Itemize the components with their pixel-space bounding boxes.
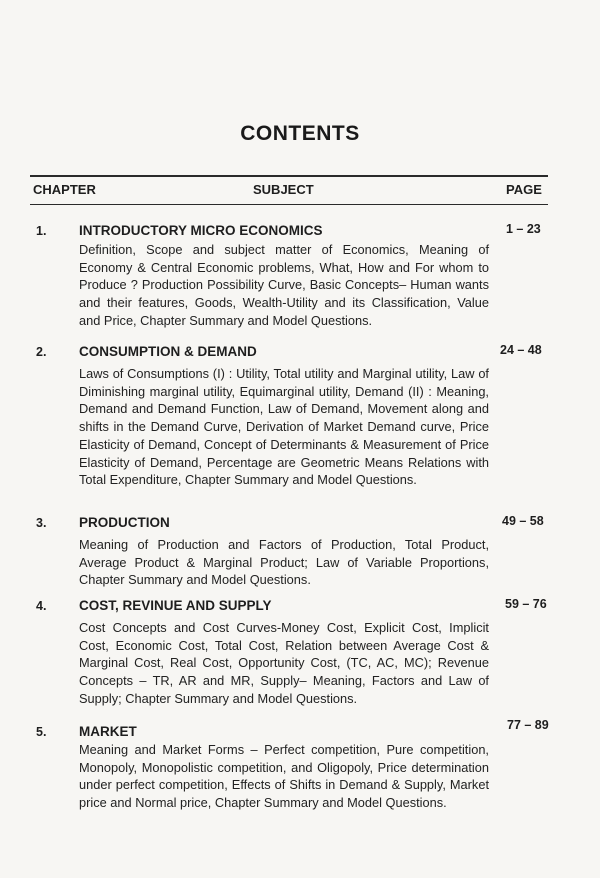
chapter-pages: 24 – 48 [500, 343, 542, 357]
chapter-title: MARKET [79, 724, 137, 739]
chapter-description: Laws of Consumptions (I) : Utility, Total utility and Marginal utility, Law of Diminishing marginal utility, Equimarginal utility, Demand (II) : Meaning, Demand and Demand Function, Law of Demand, Movement along and shifts in the Demand Curve, Derivation of Market Demand curve, Price Elasticity of Demand, Concept of Determinants & Measurement of Price Elasticity of Demand, Percentage are Geometric Means Relations with Total Expenditure, Chapter Summary and Model Questions. [79, 366, 489, 488]
chapter-number: 1. [36, 224, 47, 238]
page-title: CONTENTS [240, 122, 360, 145]
chapter-title: COST, REVINUE AND SUPPLY [79, 598, 272, 613]
chapter-pages: 1 – 23 [506, 222, 541, 236]
chapter-pages: 49 – 58 [502, 514, 544, 528]
header-top-rule [30, 175, 548, 177]
chapter-pages: 59 – 76 [505, 597, 547, 611]
chapter-title: PRODUCTION [79, 515, 170, 530]
chapter-title: INTRODUCTORY MICRO ECONOMICS [79, 223, 323, 238]
chapter-pages: 77 – 89 [507, 718, 549, 732]
chapter-number: 3. [36, 516, 47, 530]
chapter-description: Meaning and Market Forms – Perfect competition, Pure competition, Monopoly, Monopolistic competition, and Oligopoly, Price determination under perfect competition, Effects of Shifts in Demand & Supply, Market price and Normal price, Chapter Summary and Model Questions. [79, 742, 489, 811]
column-header-page: PAGE [506, 182, 542, 197]
chapter-title: CONSUMPTION & DEMAND [79, 344, 257, 359]
column-header-subject: SUBJECT [253, 182, 314, 197]
chapter-number: 4. [36, 599, 47, 613]
chapter-description: Cost Concepts and Cost Curves-Money Cost, Explicit Cost, Implicit Cost, Economic Cost, Total Cost, Relation between Average Cost & Marginal Cost, Real Cost, Opportunity Cost, (TC, AC, MC); Revenue Concepts – TR, AR and MR, Supply– Meaning, Factors and Law of Supply; Chapter Summary and Model Questions. [79, 620, 489, 706]
header-bottom-rule [30, 204, 548, 205]
chapter-number: 5. [36, 725, 47, 739]
chapter-number: 2. [36, 345, 47, 359]
chapter-description: Meaning of Production and Factors of Production, Total Product, Average Product & Marginal Product; Law of Variable Proportions, Chapter Summary and Model Questions. [79, 537, 489, 588]
column-header-chapter: CHAPTER [33, 182, 96, 197]
chapter-description: Definition, Scope and subject matter of Economics, Meaning of Economy & Central Economic problems, What, How and For whom to Produce ? Production Possibility Curve, Basic Concepts– Human wants and their features, Goods, Wealth-Utility and its Classification, Value and Price, Chapter Summary and Model Questions. [79, 242, 489, 328]
